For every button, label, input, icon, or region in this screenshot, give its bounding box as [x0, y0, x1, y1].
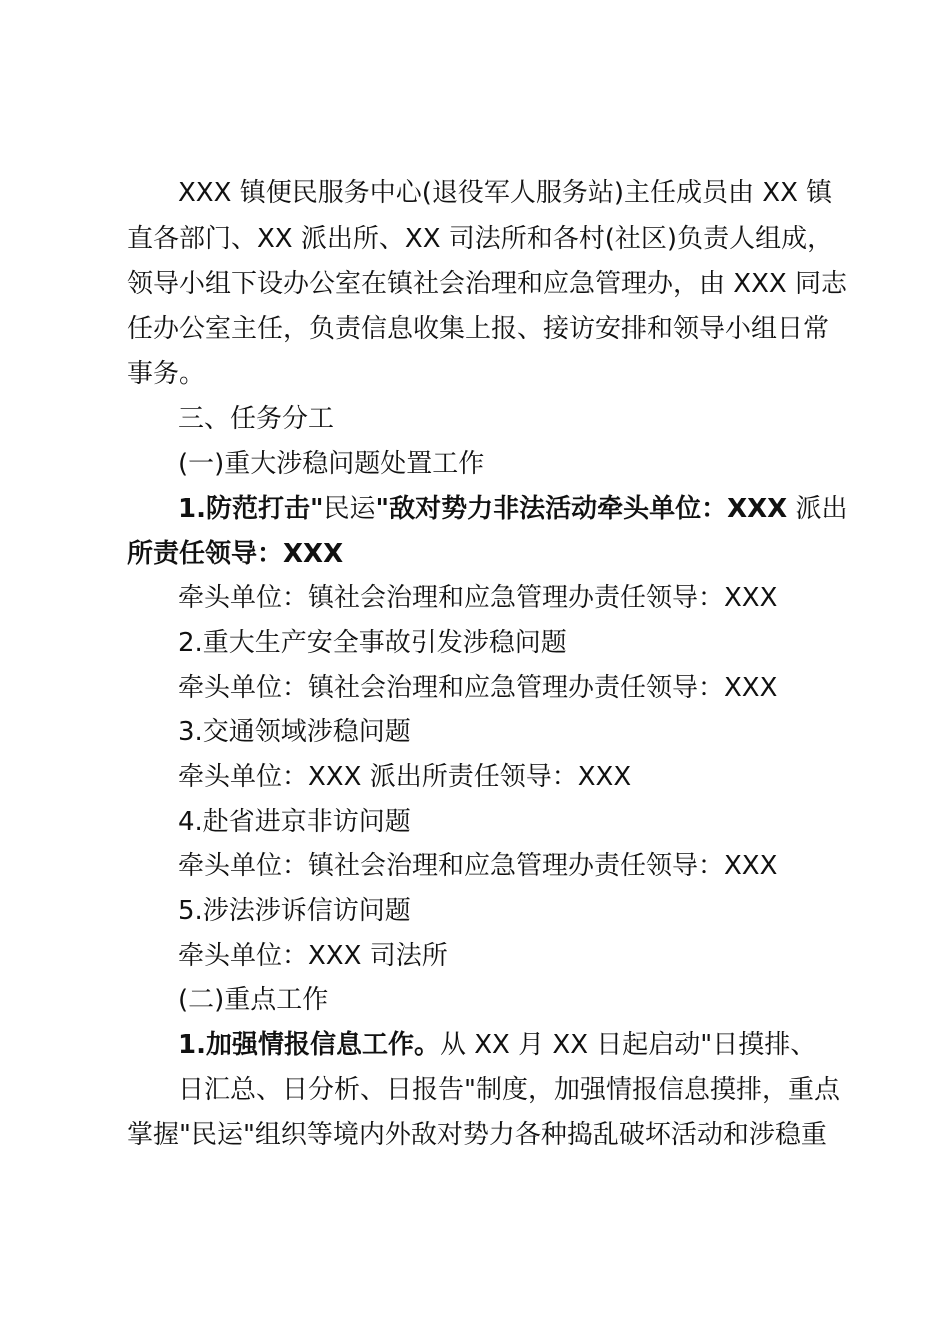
- key-work-1-normal: 从 XX 月 XX 日起启动"日摸排、: [439, 1030, 817, 1060]
- lead-unit-3: 牵头单位：XXX 派出所责任领导：XXX: [178, 762, 632, 792]
- item-1-bold-b: "敌对势力非法活动牵头单位：XXX: [375, 494, 788, 524]
- key-work-1-line-3: 掌握"民运"组织等境内外敌对势力各种捣乱破坏活动和涉稳重: [127, 1120, 827, 1150]
- intro-line-5: 事务。: [127, 359, 206, 389]
- section-three-heading: 三、任务分工: [178, 404, 335, 434]
- intro-line-1: XXX 镇便民服务中心(退役军人服务站)主任成员由 XX 镇: [178, 178, 833, 208]
- subsection-two-heading: (二)重点工作: [178, 985, 329, 1015]
- item-1-normal-b: 派出: [787, 494, 848, 524]
- lead-unit-1: 牵头单位：镇社会治理和应急管理办责任领导：XXX: [178, 583, 778, 613]
- item-4: 4.赴省进京非访问题: [178, 807, 411, 837]
- intro-line-3: 领导小组下设办公室在镇社会治理和应急管理办，由 XXX 同志: [127, 269, 847, 299]
- lead-unit-4: 牵头单位：镇社会治理和应急管理办责任领导：XXX: [178, 851, 778, 881]
- item-1-line-2: 所责任领导：XXX: [127, 539, 344, 569]
- item-1-normal-a: 民运: [323, 494, 376, 524]
- intro-line-4: 任办公室主任，负责信息收集上报、接访安排和领导小组日常: [127, 314, 830, 344]
- item-1-line-1: [178, 491, 847, 527]
- key-work-1-line-1: [178, 1027, 816, 1063]
- item-5: 5.涉法涉诉信访问题: [178, 896, 411, 926]
- lead-unit-2: 牵头单位：镇社会治理和应急管理办责任领导：XXX: [178, 673, 778, 703]
- item-2: 2.重大生产安全事故引发涉稳问题: [178, 628, 567, 658]
- item-3: 3.交通领域涉稳问题: [178, 717, 411, 747]
- key-work-1-line-2: 日汇总、日分析、日报告"制度，加强情报信息摸排，重点: [178, 1075, 840, 1105]
- item-1-bold-a: 1.防范打击": [178, 494, 324, 524]
- subsection-one-heading: (一)重大涉稳问题处置工作: [178, 449, 485, 479]
- key-work-1-bold: 1.加强情报信息工作。: [178, 1030, 440, 1060]
- lead-unit-5: 牵头单位：XXX 司法所: [178, 941, 448, 971]
- intro-line-2: 直各部门、XX 派出所、XX 司法所和各村(社区)负责人组成，: [127, 224, 834, 254]
